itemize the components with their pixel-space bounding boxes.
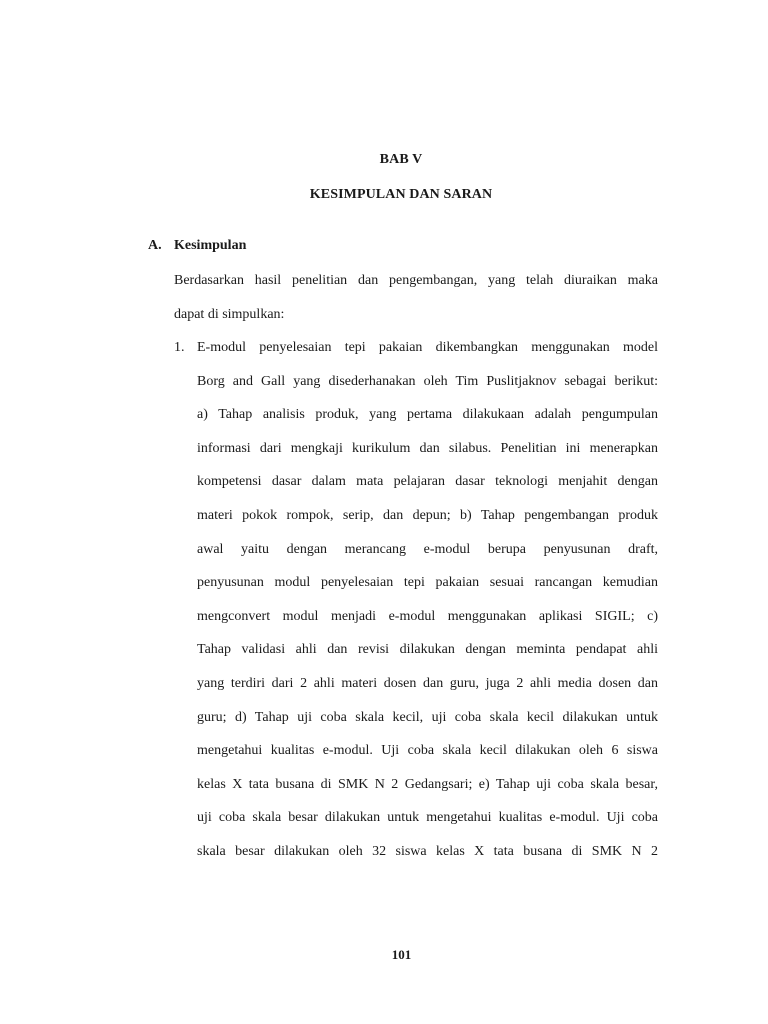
list-line: uji coba skala besar dilakukan untuk mengetahui kualitas e-modul. Uji coba (197, 810, 658, 826)
list-line: mengconvert modul menjadi e-modul menggunakan aplikasi SIGIL; c) (197, 608, 658, 624)
list-line: guru; d) Tahap uji coba skala kecil, uji coba skala kecil dilakukan untuk (197, 709, 658, 725)
intro-line: Berdasarkan hasil penelitian dan pengembangan, yang telah diuraikan maka (174, 273, 658, 288)
section-heading (148, 238, 246, 254)
list-line: kompetensi dasar dalam mata pelajaran dasar teknologi menjahit dengan (197, 474, 658, 490)
section-letter: A. (148, 238, 162, 253)
list-item-number: 1. (174, 340, 185, 355)
list-line: Tahap validasi ahli dan revisi dilakukan dengan meminta pendapat ahli (197, 642, 658, 658)
list-line: awal yaitu dengan merancang e-modul berupa penyusunan draft, (197, 541, 658, 557)
list-line: informasi dari mengkaji kurikulum dan silabus. Penelitian ini menerapkan (197, 440, 658, 456)
list-item-body (197, 331, 658, 869)
chapter-title: KESIMPULAN DAN SARAN (309, 187, 493, 202)
list-line: a) Tahap analisis produk, yang pertama dilakukaan adalah pengumpulan (197, 407, 658, 423)
page-number: 101 (391, 947, 412, 962)
list-line: Borg and Gall yang disederhanakan oleh Tim Puslitjaknov sebagai berikut: (197, 373, 658, 389)
list-line: E-modul penyelesaian tepi pakaian dikembangkan menggunakan model (197, 340, 658, 355)
list-line: yang terdiri dari 2 ahli materi dosen dan guru, juga 2 ahli media dosen dan (197, 675, 658, 691)
intro-paragraph (174, 264, 658, 331)
intro-line: dapat di simpulkan: (174, 306, 285, 322)
list-line: mengetahui kualitas e-modul. Uji coba skala kecil dilakukan oleh 6 siswa (197, 743, 658, 759)
list-line: kelas X tata busana di SMK N 2 Gedangsari; e) Tahap uji coba skala besar, (197, 776, 658, 792)
list-line: materi pokok rompok, serip, dan depun; b) Tahap pengembangan produk (197, 507, 658, 523)
section-title: Kesimpulan (174, 238, 247, 253)
list-line: skala besar dilakukan oleh 32 siswa kelas X tata busana di SMK N 2 (197, 843, 658, 859)
list-line: penyusunan modul penyelesaian tepi pakaian sesuai rancangan kemudian (197, 575, 658, 591)
chapter-number: BAB V (379, 152, 423, 167)
